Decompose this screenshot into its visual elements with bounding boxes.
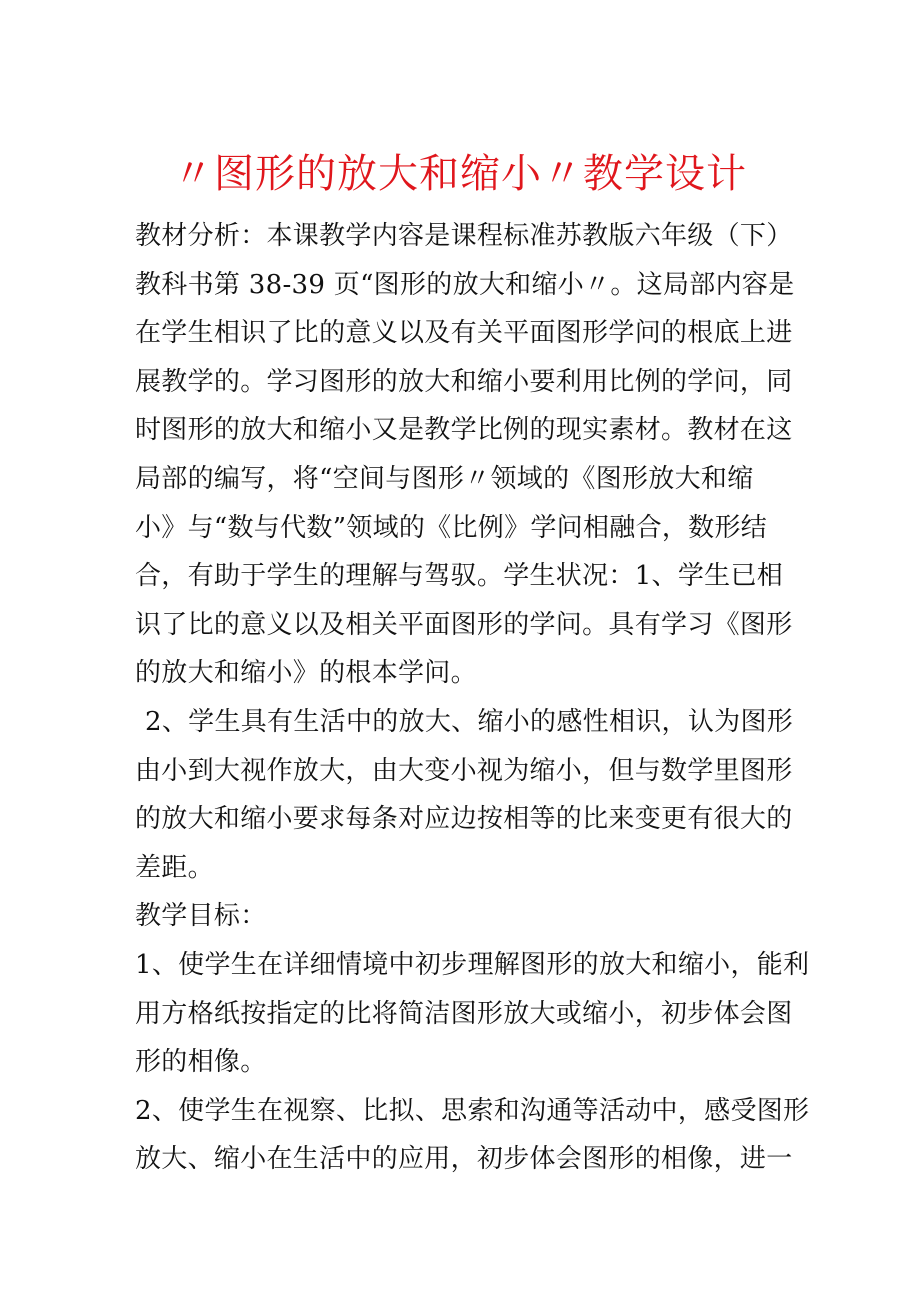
text-line: 的放大和缩小要求每条对应边按相等的比来变更有很大的 — [135, 804, 793, 835]
text-line: 由小到大视作放大，由大变小视为缩小，但与数学里图形 — [135, 755, 793, 786]
text-line: 差距。 — [135, 852, 214, 883]
text-line: 合，有助于学生的理解与驾驭。学生状况：1、学生已相 — [135, 561, 784, 592]
text-line: 小》与“数与代数”领域的《比例》学问相融合，数形结 — [135, 512, 768, 543]
document-body — [135, 212, 810, 1184]
text-line: 形的相像。 — [135, 1047, 267, 1078]
text-line: 用方格纸按指定的比将简洁图形放大或缩小，初步体会图 — [135, 998, 793, 1029]
document-title: 〃图形的放大和缩小〃教学设计 — [173, 151, 747, 197]
text-line: 时图形的放大和缩小又是教学比例的现实素材。教材在这 — [135, 415, 793, 446]
text-line: 2、学生具有生活中的放大、缩小的感性相识，认为图形 — [145, 706, 794, 737]
text-line: 教材分析：本课教学内容是课程标准苏教版六年级（下） — [135, 221, 793, 251]
text-line: 放大、缩小在生活中的应用，初步体会图形的相像，进一 — [135, 1144, 793, 1175]
text-line: 展教学的。学习图形的放大和缩小要利用比例的学问，同 — [135, 366, 793, 397]
text-line: 1、使学生在详细情境中初步理解图形的放大和缩小，能利 — [135, 949, 810, 980]
text-line: 2、使学生在视察、比拟、思索和沟通等活动中，感受图形 — [135, 1095, 810, 1126]
text-line: 在学生相识了比的意义以及有关平面图形学问的根底上进 — [135, 318, 793, 349]
text-line: 的放大和缩小》的根本学问。 — [135, 658, 477, 689]
text-line: 识了比的意义以及相关平面图形的学问。具有学习《图形 — [135, 609, 793, 640]
text-line: 教科书第 38-39 页“图形的放大和缩小〃。这局部内容是 — [135, 269, 795, 300]
section-heading: 教学目标： — [135, 901, 267, 932]
text-line: 局部的编写，将“空间与图形〃领域的《图形放大和缩 — [135, 463, 754, 494]
